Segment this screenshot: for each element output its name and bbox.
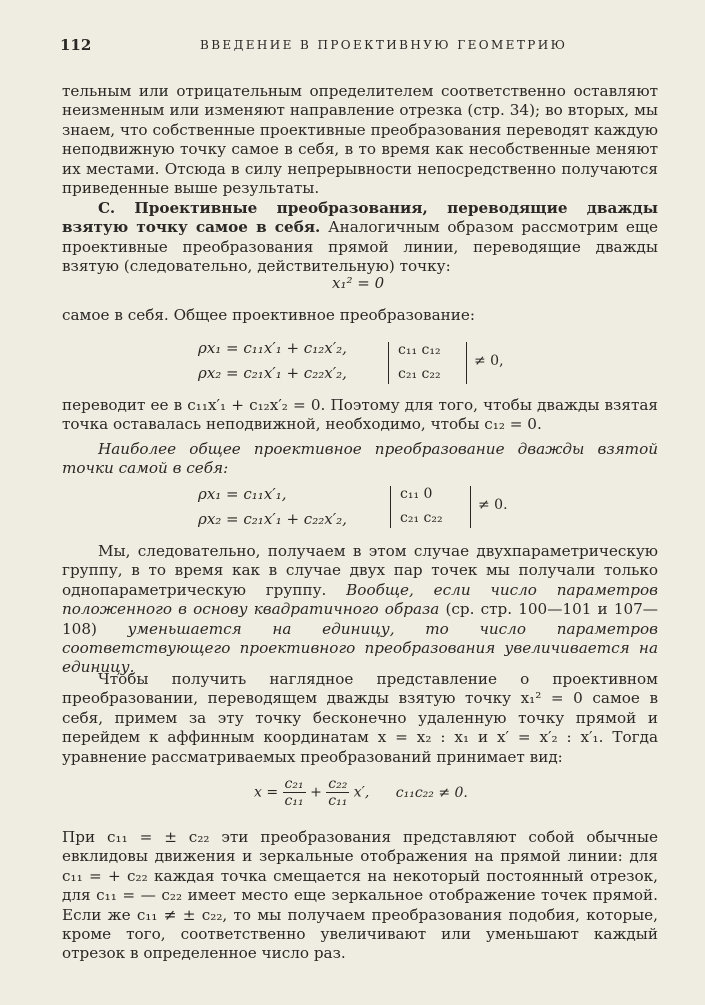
paragraph-italic-statement: Наиболее общее проективное преобразование дважды взятой точки самой в себя: xyxy=(62,440,658,478)
paragraph-euclidean-motions: При c₁₁ = ± c₂₂ эти преобразования представляют собой обычные евклидовы движения и зеркальные отображения на прямой линии: для c₁₁ = + c₂₂ каждая точка смещается на некоторый постоянный отрезок, для c₁₁ = — c₂₂ имеет место еще зеркальное отображение точек прямой. Если же c₁₁ ≠ ± c₂₂, то мы получаем преобразования подобия, которые, кроме того, соответственно увеличивают или уменьшают каждый отрезок в определенное число раз. xyxy=(62,828,658,963)
section-heading: C. Проективные преобразования, переводящие дважды взятую точку самое в себя. xyxy=(62,199,658,237)
determinant-2-condition: ≠ 0, xyxy=(474,353,504,369)
determinant-2-row-2: c₂₁ c₂₂ xyxy=(398,366,441,382)
determinant-3-row-1: c₁₁ 0 xyxy=(400,486,433,502)
determinant-bar-left xyxy=(388,342,389,384)
determinant-2-row-1: c₁₁ c₁₂ xyxy=(398,342,441,358)
paragraph-continued: тельным или отрицательным определителем соответственно оставляют неизменным или изменяют направление отрезка (стр. 34); во вторых, мы знаем, что собственные проективные преобразования переводят каждую неподвижную точку самое в себя, в то время как несобственные меняют их местами. Отсюда в силу непрерывности непосредственно получаются приведенные выше результаты. xyxy=(62,82,658,198)
equation-2-line-1: ρx₁ = c₁₁x′₁ + c₁₂x′₂, xyxy=(198,339,347,357)
determinant-bar-left xyxy=(390,486,391,528)
determinant-3-row-2: c₂₁ c₂₂ xyxy=(400,510,443,526)
paragraph-condition-c12: переводит ее в c₁₁x′₁ + c₁₂x′₂ = 0. Поэтому для того, чтобы дважды взятая точка оставалась неподвижной, необходимо, чтобы c₁₂ = 0. xyxy=(62,396,658,434)
page-header xyxy=(60,36,660,58)
paragraph-two-parameter-group: Мы, следовательно, получаем в этом случае двухпараметрическую группу, в то время как в случае двух пар точек мы получали только однопараметрическую группу. Вообще, если число параметров положенного в основу квадратичного образа (ср. стр. 100—101 и 107—108) уменьшается на единицу, то число параметров соответствующего проективного преобразования увеличивается на единицу. xyxy=(62,542,659,677)
equation-3-line-2: ρx₂ = c₂₁x′₁ + c₂₂x′₂, xyxy=(198,510,347,528)
paragraph-affine-coordinates: Чтобы получить наглядное представление о проективном преобразовании, переводящем дважды взятую точку x₁² = 0 самое в себя, примем за эту точку бесконечно удаленную точку прямой и перейдем к аффинным координатам x = x₂ : x₁ и x′ = x′₂ : x′₁. Тогда уравнение рассматриваемых преобразований принимает вид: xyxy=(62,670,658,766)
determinant-bar-right xyxy=(470,486,471,528)
determinant-3-condition: ≠ 0. xyxy=(478,497,508,513)
determinant-bar-right xyxy=(466,342,467,384)
paragraph-general-transformation: самое в себя. Общее проективное преобразование: xyxy=(62,306,476,324)
section-text: Аналогичным образом рассмотрим еще проективные преобразования прямой линии, переводящие дважды взятую (следовательно, действительную) точку: xyxy=(62,218,658,276)
equation-affine-form: x = $\frac{\text{c₂₁}}{\text{c₁₁}}$ + $\frac{\text{c₂₂}}{\text{c₁₁}}$ x′, c₁₁c₂₂ ≠ 0. xyxy=(254,776,468,809)
running-title: ВВЕДЕНИЕ В ПРОЕКТИВНУЮ ГЕОМЕТРИЮ xyxy=(200,38,568,52)
equation-2-line-2: ρx₂ = c₂₁x′₁ + c₂₂x′₂, xyxy=(198,364,347,382)
paragraph-section-c xyxy=(62,199,658,277)
page-number: 112 xyxy=(60,36,92,54)
equation-double-point: x₁² = 0 xyxy=(332,274,385,292)
equation-3-line-1: ρx₁ = c₁₁x′₁, xyxy=(198,485,287,503)
